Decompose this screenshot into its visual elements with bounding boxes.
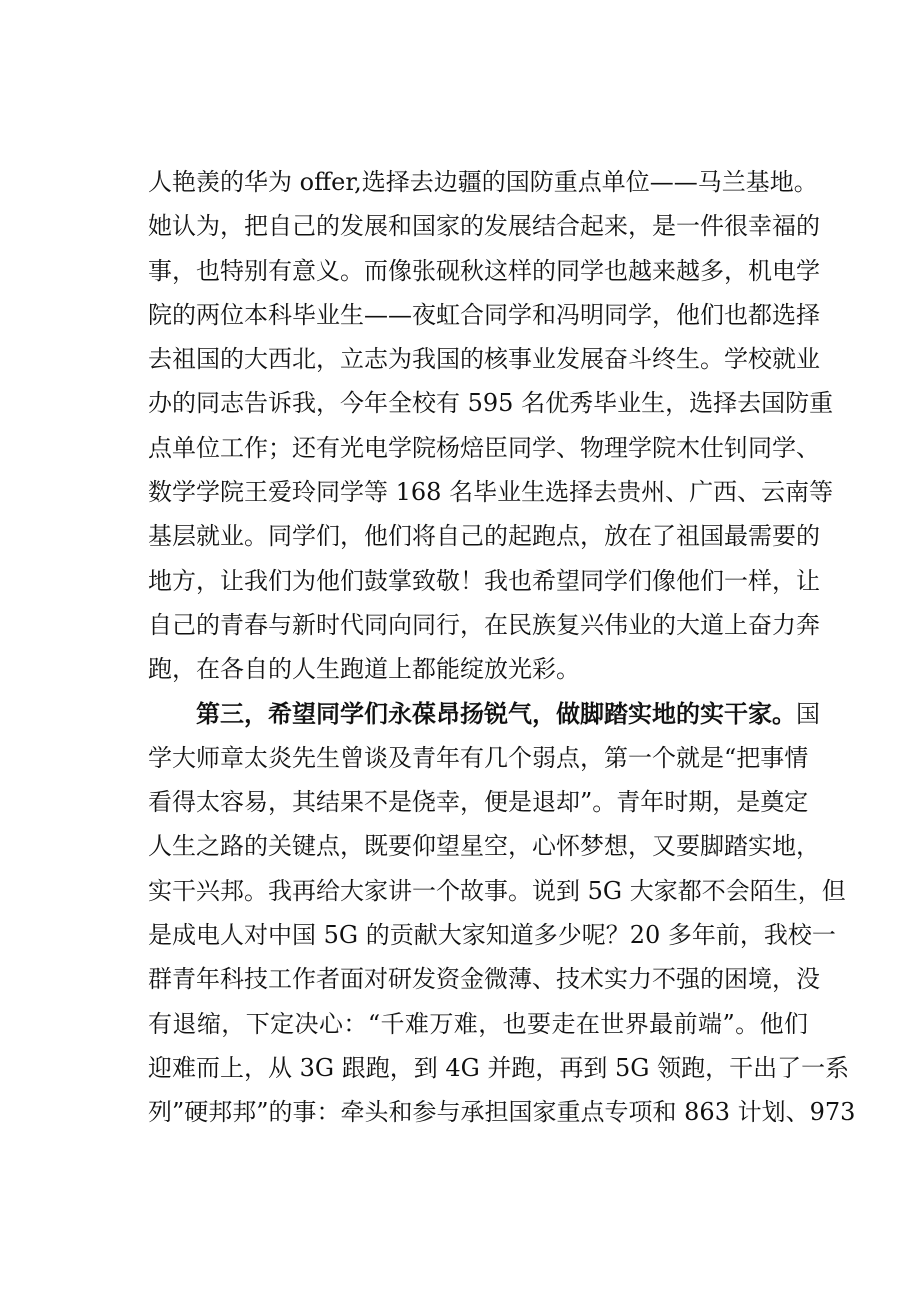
text-line: 去祖国的大西北，立志为我国的核事业发展奋斗终生。学校就业	[148, 345, 820, 374]
section-heading: 第三，希望同学们永葆昂扬锐气，做脚踏实地的实干家。	[196, 698, 796, 728]
text-line: 看得太容易，其结果不是侥幸，便是退却”。青年时期，是奠定	[148, 788, 809, 817]
text-line: 群青年科技工作者面对研发资金微薄、技术实力不强的困境，没	[148, 965, 820, 994]
paragraph-2-first-line	[148, 692, 820, 736]
text-line: 实干兴邦。我再给大家讲一个故事。说到 5G 大家都不会陌生，但	[148, 876, 846, 905]
text-line: 数学学院王爱玲同学等 168 名毕业生选择去贵州、广西、云南等	[148, 478, 834, 507]
text-line: 地方，让我们为他们鼓掌致敬！我也希望同学们像他们一样，让	[148, 566, 820, 595]
text-fragment: 国	[796, 699, 820, 728]
text-line: 自己的青春与新时代同向同行，在民族复兴伟业的大道上奋力奔	[148, 610, 820, 639]
text-line: 是成电人对中国 5G 的贡献大家知道多少呢？20 多年前，我校一	[148, 921, 836, 950]
text-line: 事，也特别有意义。而像张砚秋这样的同学也越来越多，机电学	[148, 256, 820, 285]
text-line: 院的两位本科毕业生——夜虹合同学和冯明同学，他们也都选择	[148, 300, 820, 329]
text-line: 办的同志告诉我，今年全校有 595 名优秀毕业生，选择去国防重	[148, 389, 834, 418]
paragraph-2	[148, 692, 856, 1135]
body-text	[148, 160, 856, 1135]
text-line: 她认为，把自己的发展和国家的发展结合起来，是一件很幸福的	[148, 212, 820, 241]
text-line: 基层就业。同学们，他们将自己的起跑点，放在了祖国最需要的	[148, 522, 820, 551]
text-line: 人艳羡的华为 offer,选择去边疆的国防重点单位——马兰基地。	[148, 168, 818, 196]
text-line: 人生之路的关键点，既要仰望星空，心怀梦想，又要脚踏实地，	[148, 832, 820, 861]
text-line: 点单位工作；还有光电学院杨焙臣同学、物理学院木仕钊同学、	[148, 433, 820, 462]
text-line: 有退缩，下定决心：“千难万难，也要走在世界最前端”。他们	[148, 1009, 808, 1038]
text-line: 迎难而上，从 3G 跟跑，到 4G 并跑，再到 5G 领跑，干出了一系	[148, 1053, 850, 1082]
paragraph-1	[148, 160, 834, 692]
text-line: 学大师章太炎先生曾谈及青年有几个弱点，第一个就是“把事情	[148, 743, 809, 772]
text-line: 跑，在各自的人生跑道上都能绽放光彩。	[148, 655, 580, 684]
text-line: 列”硬邦邦”的事：牵头和参与承担国家重点专项和 863 计划、973	[148, 1098, 856, 1127]
